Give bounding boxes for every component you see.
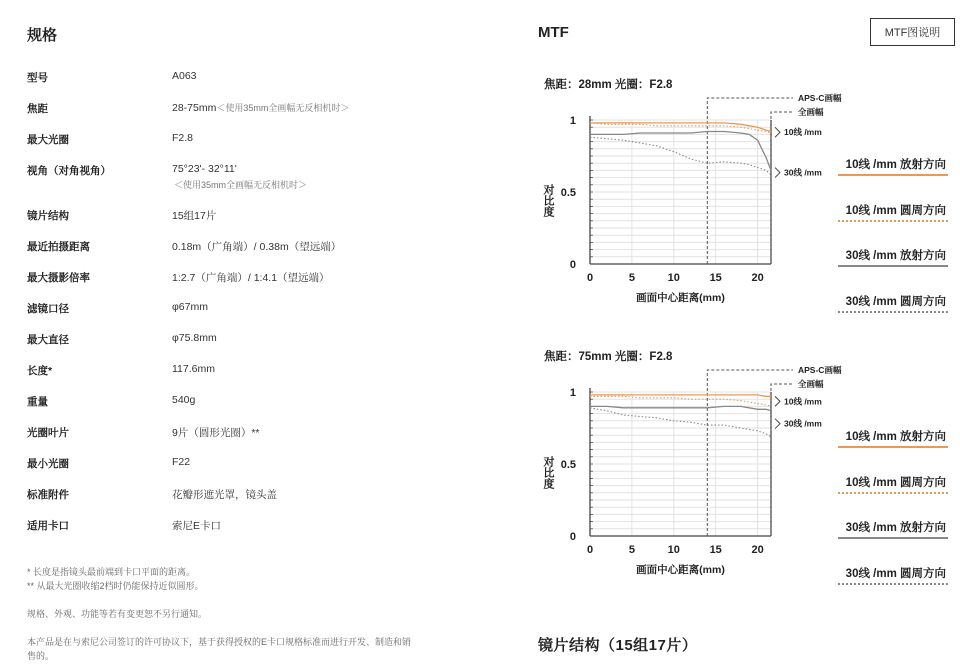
x-tick-label: 0: [586, 544, 594, 556]
label-10lp: 10线 /mm: [784, 396, 822, 407]
spec-value-text: 9片（圆形光圈）**: [172, 427, 260, 439]
legend-swatch: [838, 311, 948, 313]
x-tick-label: 15: [709, 544, 722, 556]
x-tick-label: 20: [751, 272, 764, 284]
fullframe-boundary: [771, 384, 793, 536]
lens-structure-title: 镜片结构（15组17片）: [538, 637, 698, 654]
y-tick-label: 0: [569, 531, 576, 543]
spec-value-text: 1:2.7（广角端）/ 1:4.1（望远端）: [172, 272, 330, 284]
series-line: [590, 395, 771, 396]
footnote: 本产品是在与索尼公司签订的许可协议下，基于获得授权的E卡口规格标准而进行开发、制造和销: [27, 637, 412, 647]
footnote: ** 从最大光圈收缩2档时仍能保持近似圆形。: [27, 581, 204, 591]
mtf-chart-svg: [538, 68, 842, 318]
spec-value: [172, 163, 307, 191]
label-10lp: 10线 /mm: [784, 127, 822, 138]
spec-label: 最小光圈: [27, 458, 69, 470]
mtf-chart-svg: [538, 340, 842, 590]
y-axis-label: 对比度: [542, 184, 554, 217]
chart-title: 焦距：75mm 光圈：F2.8: [544, 351, 673, 363]
spec-value: [172, 518, 221, 533]
spec-value-text: F2.8: [172, 132, 194, 144]
bracket-10lp: [775, 396, 780, 406]
legend-label: 30线 /mm 放射方向: [845, 522, 946, 534]
x-tick-label: 20: [751, 544, 764, 556]
chart-title: 焦距：28mm 光圈：F2.8: [544, 79, 673, 91]
spec-label: 镜片结构: [27, 210, 69, 222]
spec-label: 最大摄影倍率: [27, 272, 90, 284]
legend-item: [838, 293, 948, 312]
legend-swatch: [838, 537, 948, 539]
spec-value: [172, 394, 195, 406]
spec-value-text: φ75.8mm: [172, 332, 217, 344]
spec-label: 视角（对角视角）: [27, 165, 111, 177]
label-30lp: 30线 /mm: [784, 418, 822, 429]
series-line: [590, 396, 771, 406]
legend-label: 30线 /mm 圆周方向: [845, 567, 946, 580]
x-axis-label: 画面中心距离(mm): [636, 564, 725, 576]
y-tick-label: 1: [569, 387, 576, 399]
y-tick-label: 0: [569, 259, 576, 271]
y-tick-label: 0.5: [560, 459, 576, 471]
spec-value: [172, 101, 349, 114]
spec-value: [172, 70, 197, 82]
spec-value-text: 75°23'- 32°11': [172, 163, 237, 175]
spec-value: [172, 208, 216, 223]
x-tick-label: 0: [586, 272, 594, 284]
legend-label: 10线 /mm 放射方向: [845, 159, 946, 171]
legend-item: [838, 519, 948, 538]
series-line: [590, 406, 771, 410]
mtf-chart-28mm: [538, 68, 842, 318]
legend-label: 10线 /mm 圆周方向: [845, 476, 946, 489]
spec-label: 最近拍摄距离: [27, 241, 90, 253]
spec-value: [172, 332, 217, 344]
spec-label: 光圈叶片: [27, 427, 69, 439]
legend-item: [838, 202, 948, 221]
spec-label: 适用卡口: [27, 520, 69, 532]
mtf-title: MTF: [538, 24, 569, 41]
spec-value: [172, 487, 277, 502]
bracket-30lp: [775, 419, 780, 429]
legend-swatch: [838, 174, 948, 176]
legend-swatch: [838, 446, 948, 448]
x-tick-label: 5: [628, 272, 635, 284]
spec-value-text: 15组17片: [172, 210, 217, 222]
x-tick-label: 10: [667, 544, 680, 556]
spec-label: 型号: [27, 72, 48, 84]
footnote: * 长度是指镜头最前端到卡口平面的距离。: [27, 567, 196, 577]
fullframe-label: 全画幅: [798, 379, 824, 389]
series-line: [590, 408, 771, 437]
fullframe-label: 全画幅: [798, 107, 824, 117]
spec-label: 长度*: [27, 365, 53, 377]
legend-swatch: [838, 492, 948, 494]
legend-label: 30线 /mm 放射方向: [845, 250, 946, 262]
spec-value: [172, 425, 260, 440]
legend-item: [838, 247, 948, 266]
mtf-chart-75mm: [538, 340, 842, 590]
apsc-label: APS-C画幅: [798, 93, 842, 103]
y-axis-label: 对比度: [542, 456, 554, 489]
spec-label: 焦距: [27, 103, 48, 115]
spec-value: [172, 239, 341, 254]
legend-label: 10线 /mm 圆周方向: [845, 204, 946, 217]
legend-label: 10线 /mm 放射方向: [845, 431, 946, 443]
footnote: 售的。: [27, 651, 55, 661]
spec-label: 最大光圈: [27, 134, 69, 146]
mtf-explanation-button[interactable]: MTF图说明: [870, 18, 955, 46]
spec-value: [172, 132, 193, 144]
spec-value: [172, 456, 190, 468]
spec-value-text: 28-75mm: [172, 102, 217, 114]
spec-label: 重量: [27, 396, 48, 408]
spec-value-text: 0.18m（广角端）/ 0.38m（望远端）: [172, 241, 342, 253]
spec-value-text: A063: [172, 70, 197, 82]
spec-value: [172, 301, 208, 313]
spec-value: [172, 270, 330, 285]
legend-swatch: [838, 583, 948, 585]
footnote: 规格、外观、功能等若有变更恕不另行通知。: [27, 609, 208, 619]
legend-item: [838, 565, 948, 584]
spec-value-text: 索尼E卡口: [172, 520, 222, 532]
x-axis-label: 画面中心距离(mm): [636, 292, 725, 304]
legend-swatch: [838, 265, 948, 267]
spec-value-text: 540g: [172, 394, 196, 406]
series-line: [590, 132, 771, 171]
x-tick-label: 10: [667, 272, 680, 284]
spec-value-text: 花瓣形遮光罩，镜头盖: [172, 489, 277, 501]
legend-item: [838, 428, 948, 447]
spec-title: 规格: [27, 27, 58, 44]
spec-label: 标准附件: [27, 489, 69, 501]
bracket-30lp: [775, 168, 780, 178]
legend-swatch: [838, 220, 948, 222]
y-tick-label: 0.5: [560, 187, 576, 199]
spec-value-text: 117.6mm: [172, 363, 215, 375]
spec-value-text: F22: [172, 456, 191, 468]
spec-value-text: φ67mm: [172, 301, 208, 313]
x-tick-label: 5: [628, 544, 635, 556]
spec-label: 滤镜口径: [27, 303, 69, 315]
label-30lp: 30线 /mm: [784, 167, 822, 178]
spec-value-subnote: ＜使用35mm全画幅无反相机时＞: [174, 180, 308, 190]
spec-value-note: ＜使用35mm全画幅无反相机时＞: [216, 103, 350, 113]
legend-item: [838, 156, 948, 175]
apsc-label: APS-C画幅: [798, 365, 842, 375]
legend-label: 30线 /mm 圆周方向: [845, 295, 946, 308]
spec-label: 最大直径: [27, 334, 69, 346]
legend-item: [838, 474, 948, 493]
spec-value: [172, 363, 215, 375]
bracket-10lp: [775, 127, 780, 137]
y-tick-label: 1: [569, 115, 576, 127]
x-tick-label: 15: [709, 272, 722, 284]
